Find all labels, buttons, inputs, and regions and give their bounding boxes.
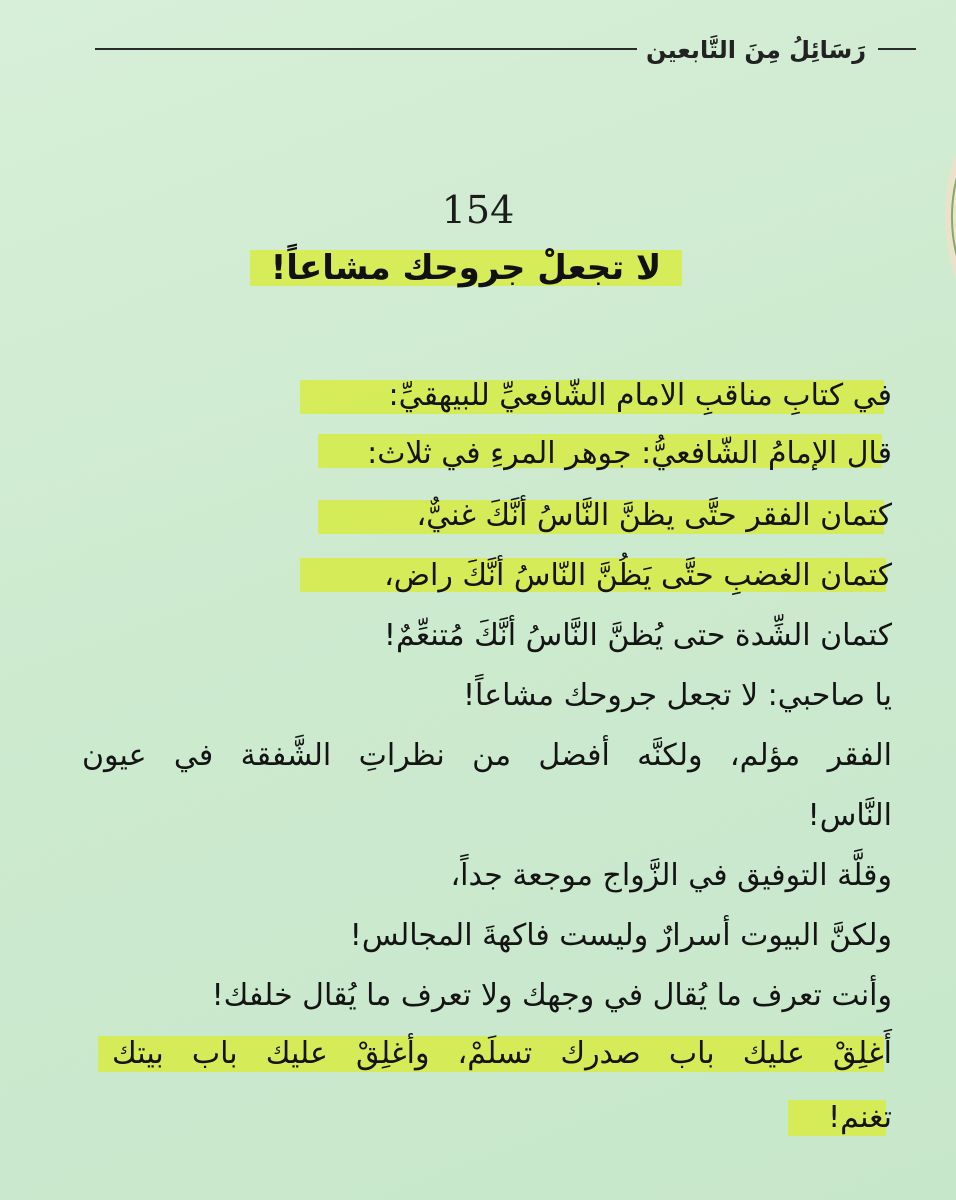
- text-line-2: قال الإمامُ الشّافعيُّ: جوهر المرءِ في ثلاث:: [367, 436, 892, 471]
- text-line-1: في كتابِ مناقبِ الامام الشّافعيِّ للبيهقيِّ:: [388, 378, 892, 413]
- header-rule-right: [878, 48, 916, 50]
- text-line-10: ولكنَّ البيوت أسرارٌ وليست فاكهةَ المجالس!: [349, 918, 892, 953]
- text-line-12: أَغلِقْ عليك باب صدرك تسلَمْ، وأغلِقْ عليك باب بيتك: [112, 1036, 892, 1071]
- chapter-title: لا تجعلْ جروحك مشاعاً!: [270, 248, 662, 288]
- text-line-3: كتمان الفقر حتَّى يظنَّ النَّاسُ أنَّكَ غنيٌّ،: [416, 498, 892, 533]
- text-line-9: وقلَّة التوفيق في الزَّواج موجعة جداً،: [450, 858, 892, 893]
- text-line-6: يا صاحبي: لا تجعل جروحك مشاعاً!: [463, 678, 892, 713]
- header-rule-left: [95, 48, 637, 50]
- text-line-5: كتمان الشِّدة حتى يُظنَّ النَّاسُ أنَّكَ مُتنعِّمٌ!: [383, 618, 892, 653]
- text-line-4: كتمان الغضبِ حتَّى يَظُنَّ النّاسُ أنَّكَ راض،: [384, 558, 892, 593]
- text-line-11: وأنت تعرف ما يُقال في وجهك ولا تعرف ما يُقال خلفك!: [211, 978, 892, 1013]
- text-line-8: النَّاس!: [807, 798, 892, 833]
- book-title: رَسَائِلُ مِنَ التَّابعين: [645, 36, 867, 64]
- text-line-7: الفقر مؤلم، ولكنَّه أفضل من نظراتِ الشَّفقة في عيون: [82, 738, 892, 773]
- page-number: 154: [441, 188, 515, 232]
- text-line-13: تغنم!: [828, 1100, 892, 1135]
